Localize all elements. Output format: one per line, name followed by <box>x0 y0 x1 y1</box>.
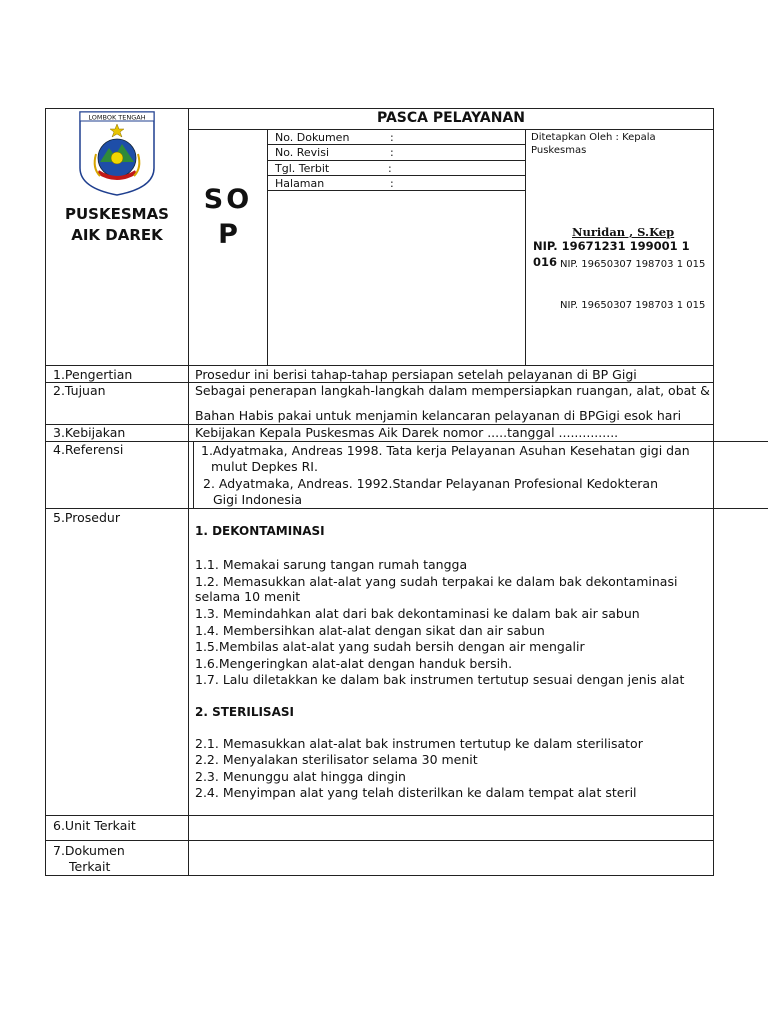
row-line-prosedur <box>45 815 714 816</box>
step-1-7: 1.7. Lalu diletakkan ke dalam bak instrumen tertutup sesuai dengan jenis alat <box>195 672 685 687</box>
tujuan-text-line1: Sebagai penerapan langkah-langkah dalam mempersiapkan ruangan, alat, obat & <box>195 383 710 398</box>
step-1-4: 1.4. Membersihkan alat-alat dengan sikat dan air sabun <box>195 623 545 638</box>
step-2-4: 2.4. Menyimpan alat yang telah disterilkan ke dalam tempat alat steril <box>195 785 637 800</box>
document-title: PASCA PELAYANAN <box>376 110 526 126</box>
sop-label-line1: SO <box>203 184 253 215</box>
approver-nip-line1: NIP. 19671231 199001 1 <box>533 239 690 253</box>
regency-emblem-icon <box>78 110 156 196</box>
kebijakan-text: Kebijakan Kepala Puskesmas Aik Darek nomor .....tanggal ............... <box>195 425 619 440</box>
label-referensi: 4.Referensi <box>53 442 124 457</box>
table-top-border <box>45 108 714 109</box>
row-line-header <box>45 365 714 366</box>
approval-line1: Ditetapkan Oleh : Kepala <box>531 132 656 143</box>
puskesmas-logo <box>78 110 156 196</box>
approver-nip-line2: 016 <box>533 255 558 269</box>
row-line-unit <box>45 840 714 841</box>
docinfo-label-dokumen: No. Dokumen <box>275 131 350 144</box>
docinfo-value-dokumen: : <box>390 131 394 144</box>
org-name-line1: PUSKESMAS <box>65 205 169 223</box>
label-dokumen-line1: 7.Dokumen <box>53 843 125 858</box>
label-dokumen-line2: Terkait <box>69 859 111 874</box>
label-kebijakan: 3.Kebijakan <box>53 425 126 440</box>
section-sterilisasi-title: 2. STERILISASI <box>195 705 294 719</box>
step-1-1: 1.1. Memakai sarung tangan rumah tangga <box>195 557 468 572</box>
approver-nip-small-1: NIP. 19650307 198703 1 015 <box>560 259 706 270</box>
table-bottom-border <box>45 875 714 876</box>
docinfo-value-halaman: : <box>390 177 394 190</box>
approver-nip-small-2: NIP. 19650307 198703 1 015 <box>560 300 706 311</box>
docinfo-value-terbit: : <box>388 162 392 175</box>
referensi-inner-right <box>713 441 714 508</box>
label-pengertian: 1.Pengertian <box>53 367 133 382</box>
section-dekontaminasi-title: 1. DEKONTAMINASI <box>195 524 325 538</box>
sop-label-line2: P <box>218 219 238 250</box>
tujuan-text-line2: Bahan Habis pakai untuk menjamin kelancaran pelayanan di BPGigi esok hari <box>195 408 682 423</box>
approval-divider <box>525 129 526 365</box>
docinfo-label-halaman: Halaman <box>275 177 325 190</box>
step-1-3: 1.3. Memindahkan alat dari bak dekontaminasi ke dalam bak air sabun <box>195 606 640 621</box>
svg-text:LOMBOK TENGAH: LOMBOK TENGAH <box>88 113 146 122</box>
referensi-inner-left <box>193 441 194 508</box>
referensi-1-line2: mulut Depkes RI. <box>211 459 318 474</box>
referensi-2-line1: 2. Adyatmaka, Andreas. 1992.Standar Pelayanan Profesional Kedokteran <box>203 476 659 491</box>
approver-name: Nuridan , S.Kep <box>572 225 675 239</box>
referensi-1-line1: 1.Adyatmaka, Andreas 1998. Tata kerja Pelayanan Asuhan Kesehatan gigi dan <box>201 443 690 458</box>
step-1-2-line2: selama 10 menit <box>195 589 301 604</box>
label-unit-terkait: 6.Unit Terkait <box>53 818 136 833</box>
org-name-line2: AIK DAREK <box>71 226 163 244</box>
row-line-kebijakan <box>45 441 768 442</box>
step-2-2: 2.2. Menyalakan sterilisator selama 30 menit <box>195 752 478 767</box>
pengertian-text: Prosedur ini berisi tahap-tahap persiapan setelah pelayanan di BP Gigi <box>195 367 637 382</box>
referensi-2-line2: Gigi Indonesia <box>213 492 302 507</box>
approval-line2: Puskesmas <box>531 145 587 156</box>
row-line-referensi <box>45 508 768 509</box>
step-1-5: 1.5.Membilas alat-alat yang sudah bersih dengan air mengalir <box>195 639 585 654</box>
label-tujuan: 2.Tujuan <box>53 383 106 398</box>
step-2-1: 2.1. Memasukkan alat-alat bak instrumen tertutup ke dalam sterilisator <box>195 736 643 751</box>
label-prosedur: 5.Prosedur <box>53 510 120 525</box>
sop-divider <box>267 129 268 365</box>
docinfo-value-revisi: : <box>390 146 394 159</box>
step-1-2-line1: 1.2. Memasukkan alat-alat yang sudah terpakai ke dalam bak dekontaminasi <box>195 574 678 589</box>
docinfo-label-revisi: No. Revisi <box>275 146 330 159</box>
docinfo-label-terbit: Tgl. Terbit <box>275 162 330 175</box>
step-1-6: 1.6.Mengeringkan alat-alat dengan handuk bersih. <box>195 656 513 671</box>
step-2-3: 2.3. Menunggu alat hingga dingin <box>195 769 406 784</box>
